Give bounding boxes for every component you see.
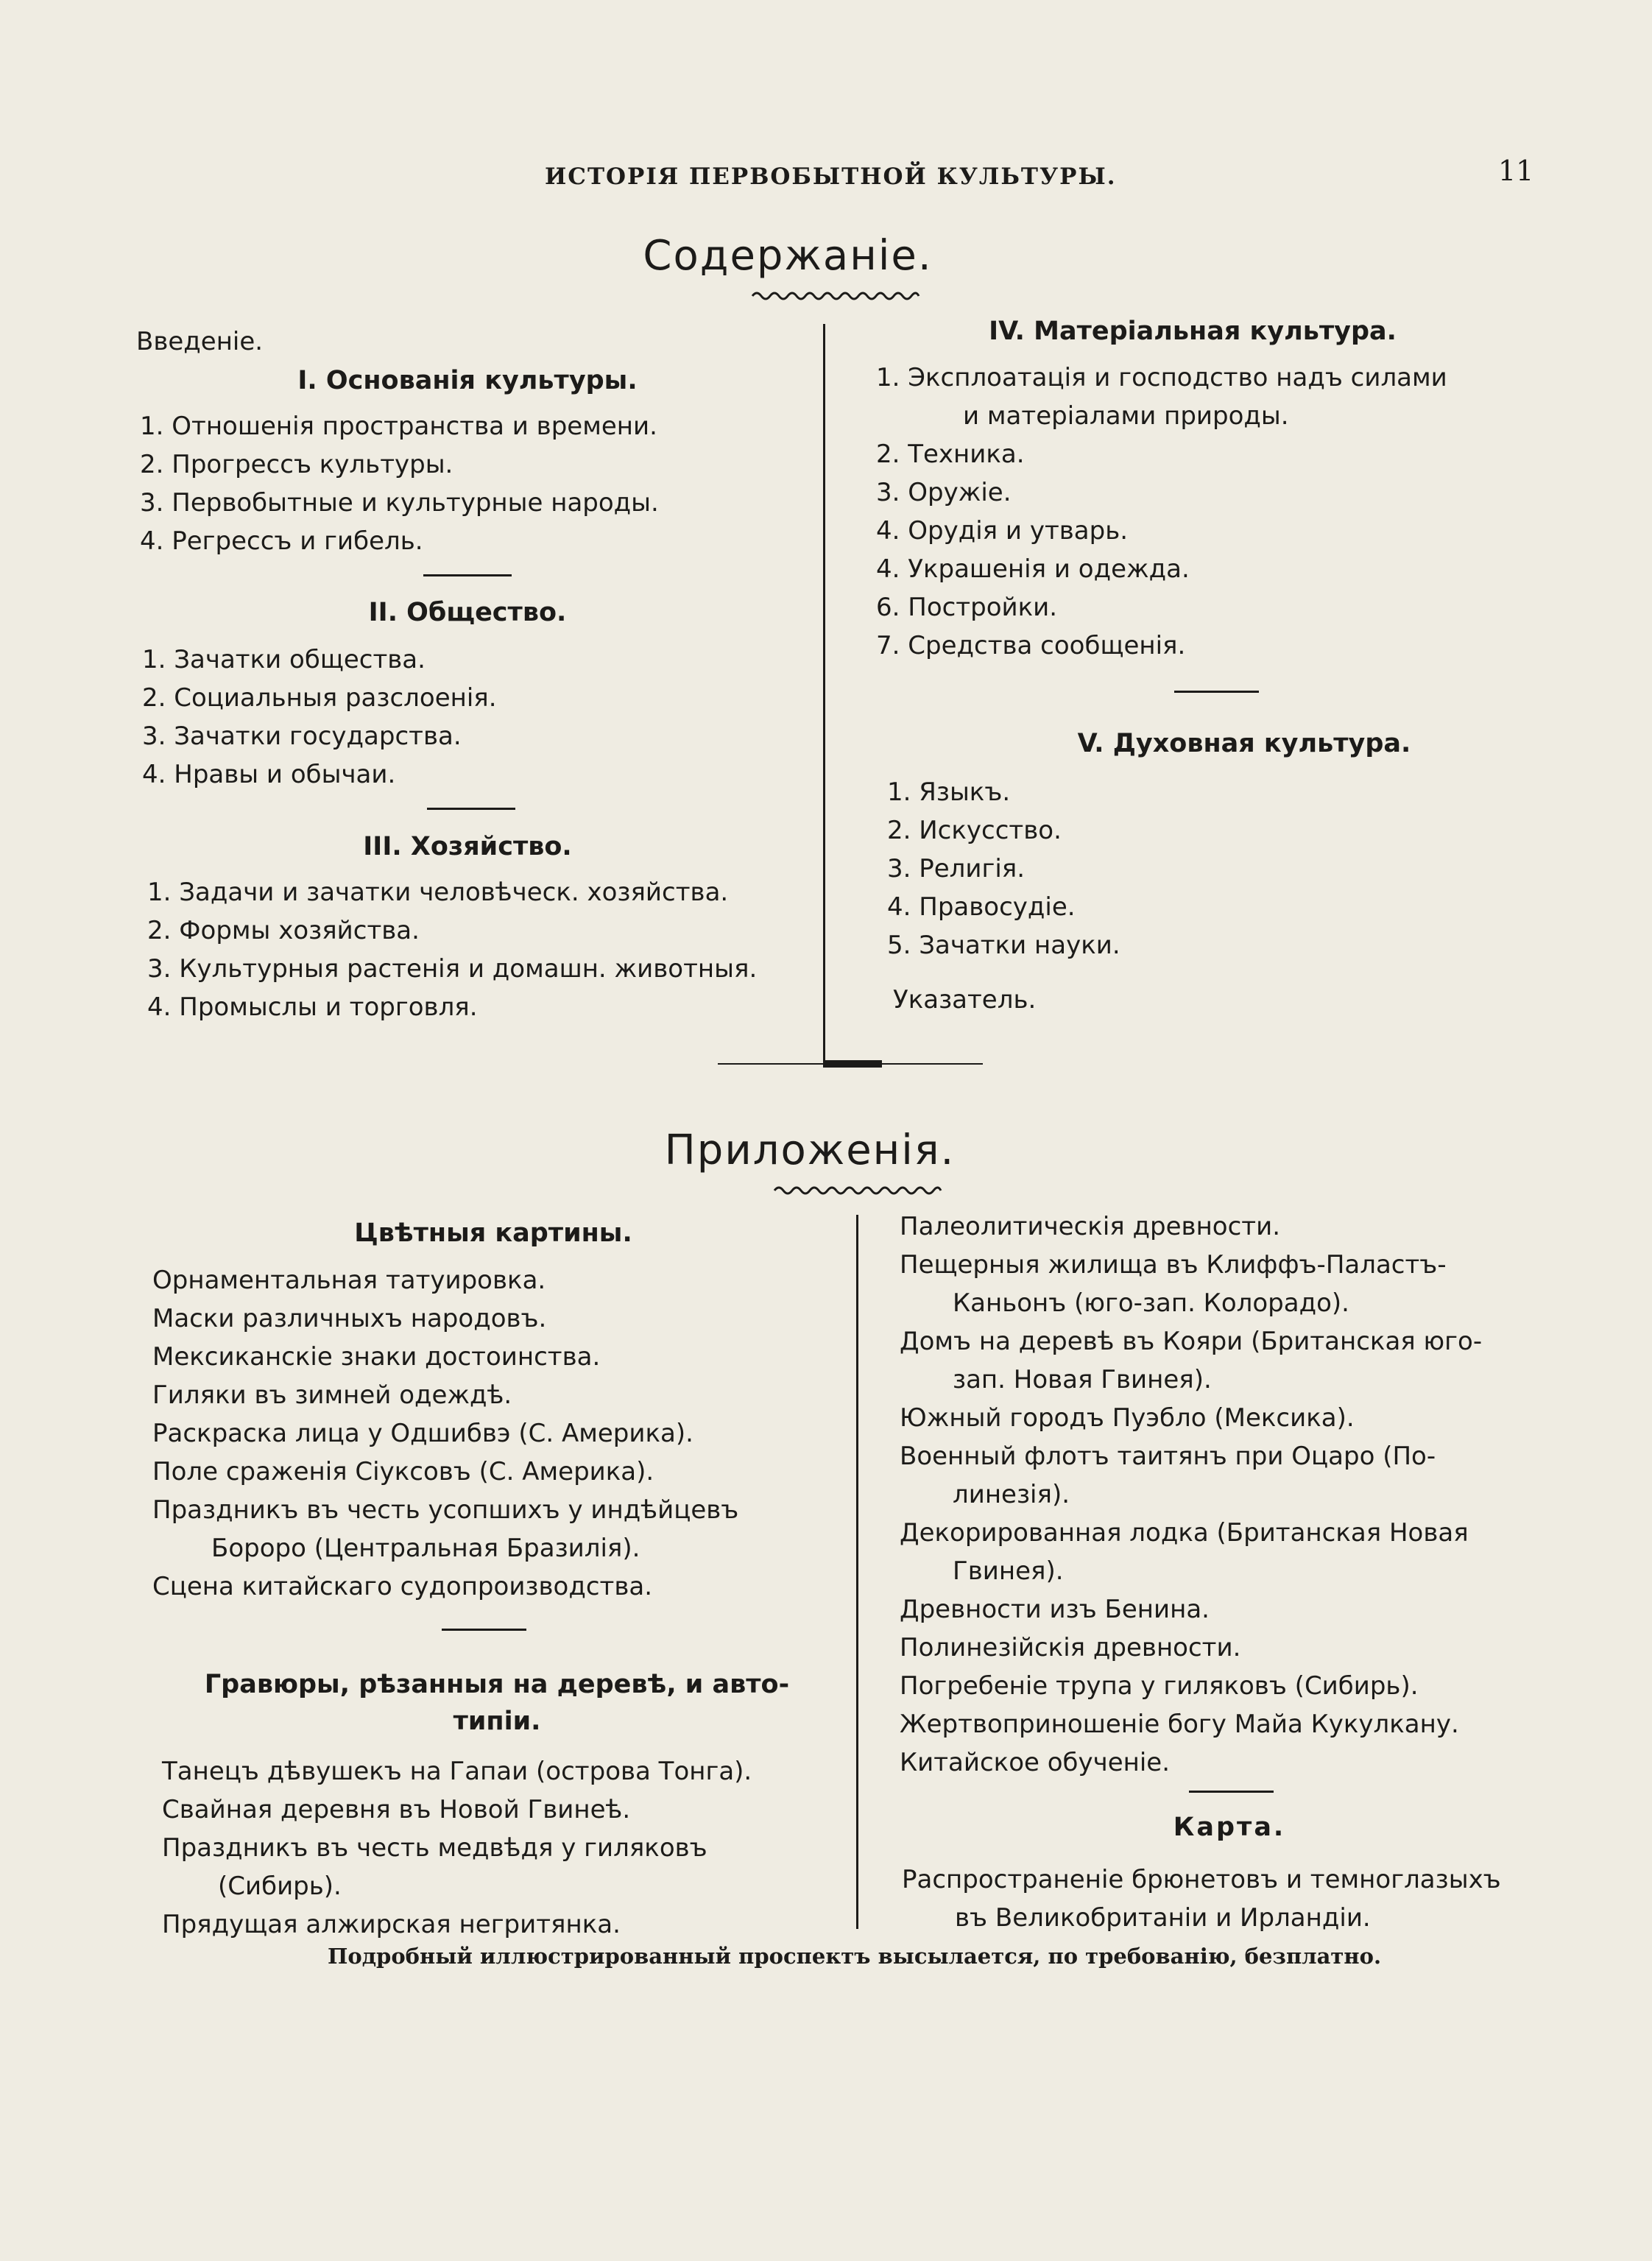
list-item: Китайское обученіе.: [900, 1748, 1171, 1777]
list-item: 1. Эксплоатація и господство надъ силами: [876, 363, 1447, 392]
list-item: Праздникъ въ честь медвѣдя у гиляковъ: [162, 1833, 707, 1863]
list-item: 4. Нравы и обычаи.: [142, 760, 396, 789]
section-heading-3: III. Хозяйство.: [363, 832, 572, 861]
contents-index: Указатель.: [893, 985, 1037, 1015]
list-item: Военный флотъ таитянъ при Оцаро (По-: [900, 1442, 1436, 1471]
list-item: Палеолитическія древности.: [900, 1212, 1281, 1241]
list-item: 2. Искусство.: [887, 816, 1062, 845]
list-item: Свайная деревня въ Новой Гвинеѣ.: [162, 1795, 631, 1824]
contents-column-divider: [823, 324, 825, 1068]
list-item: 4. Промыслы и торговля.: [147, 992, 478, 1022]
running-title: ИСТОРІЯ ПЕРВОБЫТНОЙ КУЛЬТУРЫ.: [545, 163, 1117, 190]
list-item: 4. Орудія и утварь.: [876, 516, 1129, 546]
list-item: 4. Регрессъ и гибель.: [140, 526, 423, 556]
list-item: Погребеніе трупа у гиляковъ (Сибирь).: [900, 1671, 1419, 1701]
list-item: Декорированная лодка (Британская Новая: [900, 1518, 1469, 1548]
list-item-continuation: Каньонъ (юго-зап. Колорадо).: [953, 1288, 1349, 1318]
list-item: 1. Языкъ.: [887, 777, 1011, 807]
page-number: 11: [1498, 155, 1534, 187]
map-item-line2: въ Великобританіи и Ирландіи.: [955, 1903, 1371, 1933]
map-item-line1: Распространеніе брюнетовъ и темноглазыхъ: [902, 1865, 1501, 1894]
engravings-heading-line2: типіи.: [453, 1707, 541, 1736]
section-rule: [423, 574, 512, 576]
list-item-continuation: линезія).: [953, 1480, 1070, 1509]
list-item: 6. Постройки.: [876, 593, 1058, 622]
list-item: 3. Оружіе.: [876, 478, 1012, 507]
list-item: 4. Украшенія и одежда.: [876, 554, 1190, 584]
plates-list-right: [900, 1207, 1482, 1782]
section-rule: [442, 1629, 526, 1631]
appendix-column-divider: [856, 1215, 858, 1929]
section-rule: [427, 808, 515, 810]
list-item: 1. Отношенія пространства и времени.: [140, 412, 657, 441]
list-item: 2. Техника.: [876, 440, 1025, 469]
list-item-continuation: зап. Новая Гвинея).: [953, 1365, 1212, 1394]
list-item: 2. Формы хозяйства.: [147, 916, 420, 945]
list-item: Праздникъ въ честь усопшихъ у индѣйцевъ: [152, 1495, 739, 1525]
section-list-3: [147, 873, 757, 1026]
list-item-continuation: Гвинея).: [953, 1556, 1064, 1586]
list-item: 5. Зачатки науки.: [887, 931, 1120, 960]
color-plates-heading: Цвѣтныя картины.: [354, 1218, 632, 1248]
section-rule: [1174, 691, 1259, 693]
contents-intro: Введеніе.: [136, 327, 264, 356]
list-item-continuation: (Сибирь).: [218, 1872, 342, 1901]
list-item: Сцена китайскаго судопроизводства.: [152, 1572, 653, 1601]
list-item: 2. Социальныя разслоенія.: [142, 683, 497, 713]
contents-title: Содержаніе.: [643, 232, 933, 280]
section-heading-4: IV. Матеріальная культура.: [989, 317, 1397, 346]
section-list-5: [887, 773, 1120, 964]
list-item: 3. Первобытные и культурные народы.: [140, 488, 659, 518]
list-item: Танецъ дѣвушекъ на Гапаи (острова Тонга).: [162, 1757, 752, 1786]
map-heading: Карта.: [1173, 1813, 1286, 1842]
list-item: Прядущая алжирская негритянка.: [162, 1910, 621, 1939]
list-item-continuation: и матеріалами природы.: [963, 401, 1289, 431]
list-item: Гиляки въ зимней одеждѣ.: [152, 1380, 512, 1410]
section-rule: [1189, 1791, 1274, 1793]
list-item-continuation: Бороро (Центральная Бразилія).: [211, 1534, 640, 1563]
color-plates-list: [152, 1261, 738, 1606]
list-item: 1. Зачатки общества.: [142, 645, 426, 674]
section-list-2: [142, 641, 497, 794]
list-item: 7. Средства сообщенія.: [876, 631, 1186, 660]
list-item: 3. Религія.: [887, 854, 1026, 883]
list-item: 4. Правосудіе.: [887, 892, 1076, 922]
section-heading-5: V. Духовная культура.: [1077, 729, 1411, 758]
section-list-1: [140, 407, 659, 560]
list-item: Орнаментальная татуировка.: [152, 1266, 546, 1295]
list-item: Домъ на деревѣ въ Кояри (Британская юго-: [900, 1327, 1483, 1356]
section-list-4: [876, 359, 1447, 665]
list-item: 3. Зачатки государства.: [142, 722, 462, 751]
appendix-title: Приложенія.: [664, 1126, 956, 1174]
list-item: 2. Прогрессъ культуры.: [140, 450, 453, 479]
list-item: Древности изъ Бенина.: [900, 1595, 1210, 1624]
list-item: Поле сраженія Сіуксовъ (С. Америка).: [152, 1457, 654, 1486]
list-item: Жертвоприношеніе богу Майа Кукулкану.: [900, 1710, 1459, 1739]
contents-end-rule-bold: [823, 1060, 882, 1068]
footer-note: Подробный иллюстрированный проспектъ высылается, по требованію, безплатно.: [328, 1944, 1382, 1969]
list-item: Полинезійскія древности.: [900, 1633, 1241, 1662]
list-item: Мексиканскіе знаки достоинства.: [152, 1342, 601, 1372]
section-heading-1: I. Основанія культуры.: [297, 366, 638, 395]
list-item: Маски различныхъ народовъ.: [152, 1304, 547, 1333]
list-item: Раскраска лица у Одшибвэ (С. Америка).: [152, 1419, 693, 1448]
list-item: Южный городъ Пуэбло (Мексика).: [900, 1403, 1355, 1433]
appendix-title-ornament: [773, 1183, 942, 1198]
list-item: Пещерныя жилища въ Клиффъ-Паластъ-: [900, 1250, 1447, 1280]
contents-title-ornament: [751, 289, 920, 303]
list-item: 3. Культурныя растенія и домашн. животныя.: [147, 954, 758, 984]
engravings-heading-line1: Гравюры, рѣзанныя на деревѣ, и авто-: [204, 1670, 790, 1699]
section-heading-2: II. Общество.: [368, 598, 567, 627]
list-item: 1. Задачи и зачатки человѣческ. хозяйства.: [147, 878, 729, 907]
engravings-list: [162, 1752, 752, 1944]
